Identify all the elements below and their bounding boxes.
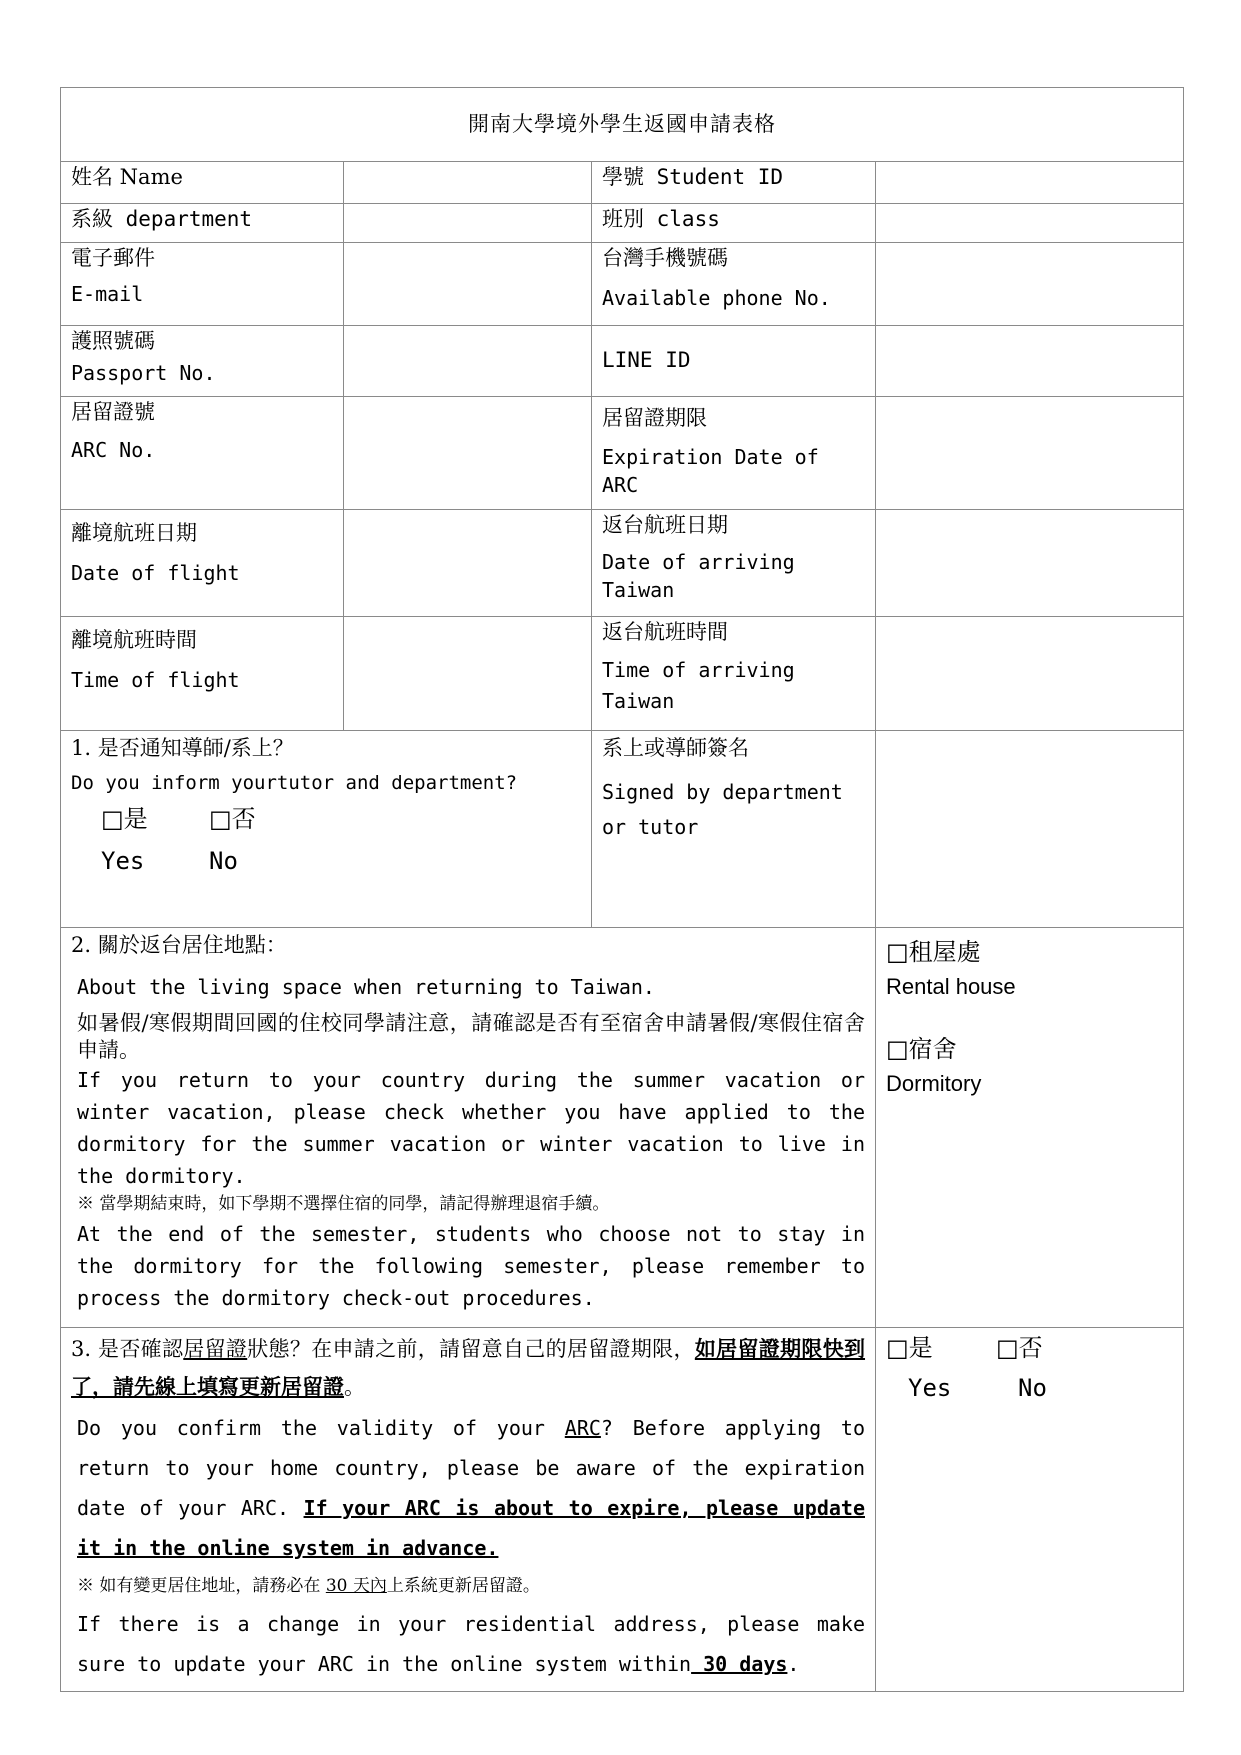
q3-en-b: ARC — [564, 1416, 601, 1440]
arc-label-en: ARC No. — [71, 437, 156, 462]
q3-zh-e: 。 — [344, 1375, 365, 1399]
dep-date-label-en: Date of flight — [71, 560, 240, 585]
q3-zh-r1: ※ 如有變更居住地址，請務必在 — [77, 1576, 326, 1596]
ret-date-label-en2: Taiwan — [602, 577, 675, 602]
class-value-cell[interactable] — [876, 204, 1184, 243]
q2-rental-checkbox[interactable]: □租屋處 — [886, 938, 981, 966]
email-label-en: E-mail — [71, 281, 144, 306]
arc-label-zh: 居留證號 — [71, 400, 155, 424]
ret-date-label-zh: 返台航班日期 — [602, 513, 728, 537]
email-value-cell[interactable] — [344, 243, 592, 326]
q1-signature-label — [592, 731, 876, 928]
q3-options-cell — [876, 1328, 1184, 1692]
q2-question-cell — [61, 928, 876, 1328]
arc-exp-label-en2: ARC — [602, 472, 639, 497]
q2-dormitory-checkbox[interactable]: □宿舍 — [886, 1035, 957, 1063]
departure-date-value-cell[interactable] — [344, 510, 592, 617]
form-table — [60, 87, 1184, 1692]
q1-zh: 1. 是否通知導師/系上？ — [71, 736, 294, 760]
email-label — [61, 243, 344, 326]
arc-expiration-label — [592, 397, 876, 510]
student-id-value-cell[interactable] — [876, 162, 1184, 204]
q3-no-label: No — [1018, 1374, 1047, 1402]
q2-en-note: If you return to your country during the summer vacation or winter vacation, please check whether you have applied to the dormitory for the summer vacation or winter vacation to live in the dormitory. — [77, 1068, 865, 1189]
arc-exp-label-en1: Expiration Date of — [602, 444, 819, 469]
phone-value-cell[interactable] — [876, 243, 1184, 326]
dep-time-label-en: Time of flight — [71, 667, 240, 692]
phone-label — [592, 243, 876, 326]
q2-en-title: About the living space when returning to Taiwan. — [77, 974, 655, 999]
passport-label-zh: 護照號碼 — [71, 329, 155, 353]
ret-date-label-en1: Date of arriving — [602, 549, 795, 574]
arc-expiration-value-cell[interactable] — [876, 397, 1184, 510]
line-id-label: LINE ID — [592, 326, 876, 397]
q1-no-label: No — [209, 847, 238, 875]
return-time-value-cell[interactable] — [876, 617, 1184, 731]
name-value-cell[interactable] — [344, 162, 592, 204]
arc-label — [61, 397, 344, 510]
arc-value-cell[interactable] — [344, 397, 592, 510]
student-id-label: 學號 Student ID — [592, 162, 876, 204]
q1-sign-en2: or tutor — [602, 814, 699, 839]
q2-options-cell — [876, 928, 1184, 1328]
q3-yes-label: Yes — [908, 1374, 952, 1402]
q1-yes-checkbox[interactable]: □是 — [101, 805, 148, 833]
arc-exp-label-zh: 居留證期限 — [602, 406, 707, 430]
application-form — [60, 87, 1183, 1692]
q3-en-a: Do you confirm the validity of your — [77, 1416, 565, 1440]
q3-zh-d: 如居留證期限快到了，請先線上填寫更新居留證 — [71, 1336, 866, 1399]
q2-zh-title: 2. 關於返台居住地點： — [71, 933, 287, 957]
q1-no-checkbox[interactable]: □否 — [209, 805, 256, 833]
ret-time-label-zh: 返台航班時間 — [602, 620, 728, 644]
q3-yes-checkbox[interactable]: □是 — [886, 1334, 933, 1362]
name-label: 姓名 Name — [61, 162, 344, 204]
q2-en-remark: At the end of the semester, students who choose not to stay in the dormitory for the following semester, please remember to process the dormitory check-out procedures. — [77, 1221, 865, 1310]
q2-dormitory-label: Dormitory — [886, 1071, 982, 1096]
q1-signature-cell[interactable] — [876, 731, 1184, 928]
q2-rental-label: Rental house — [886, 974, 1016, 999]
department-label: 系級 department — [61, 204, 344, 243]
q1-sign-zh: 系上或導師簽名 — [602, 736, 749, 760]
dep-date-label-zh: 離境航班日期 — [71, 521, 197, 545]
departure-time-label — [61, 617, 344, 731]
dep-time-label-zh: 離境航班時間 — [71, 628, 197, 652]
q3-zh-c: 狀態？在申請之前，請留意自己的居留證期限， — [247, 1337, 695, 1361]
q1-yes-label: Yes — [101, 847, 145, 875]
ret-time-label-en2: Taiwan — [602, 688, 675, 713]
line-id-value-cell[interactable] — [876, 326, 1184, 397]
q3-en-c: ? Before applying to return to your home country, please be aware of the expiration date of your ARC. — [77, 1416, 865, 1520]
q3-en-d: If your ARC is about to expire, please update it in the online system in advance. — [77, 1496, 865, 1560]
q2-zh-remark: ※ 當學期結束時，如下學期不選擇住宿的同學，請記得辦理退宿手續。 — [77, 1194, 610, 1215]
q3-zh-b: 居留證 — [183, 1337, 248, 1361]
return-date-value-cell[interactable] — [876, 510, 1184, 617]
phone-label-zh: 台灣手機號碼 — [602, 246, 728, 270]
email-label-zh: 電子郵件 — [71, 246, 155, 270]
ret-time-label-en1: Time of arriving — [602, 657, 795, 682]
passport-label-en: Passport No. — [71, 360, 216, 385]
q1-question-cell — [61, 731, 592, 928]
q3-en-r1: If there is a change in your residential address, please make sure to update your ARC in the online system within — [77, 1612, 865, 1676]
departure-date-label — [61, 510, 344, 617]
q3-no-checkbox[interactable]: □否 — [996, 1334, 1043, 1362]
q3-en-r3: . — [787, 1652, 800, 1676]
passport-label — [61, 326, 344, 397]
return-date-label — [592, 510, 876, 617]
q3-zh-r2: 30 天內 — [325, 1576, 387, 1596]
q3-question-cell — [61, 1328, 876, 1692]
passport-value-cell[interactable] — [344, 326, 592, 397]
phone-label-en: Available phone No. — [602, 285, 831, 310]
q3-en-r2: 30 days — [691, 1652, 788, 1676]
q3-zh-a: 3. 是否確認 — [71, 1337, 184, 1361]
departure-time-value-cell[interactable] — [344, 617, 592, 731]
q2-zh-note: 如暑假/寒假期間回國的住校同學請注意，請確認是否有至宿舍申請暑假/寒假住宿舍申請。 — [77, 1010, 865, 1062]
return-time-label — [592, 617, 876, 731]
q3-zh-r3: 上系統更新居留證。 — [386, 1576, 540, 1596]
form-title: 開南大學境外學生返國申請表格 — [61, 88, 1184, 162]
q1-en: Do you inform yourtutor and department? — [71, 771, 518, 794]
q1-sign-en1: Signed by department — [602, 779, 843, 804]
class-label: 班別 class — [592, 204, 876, 243]
department-value-cell[interactable] — [344, 204, 592, 243]
